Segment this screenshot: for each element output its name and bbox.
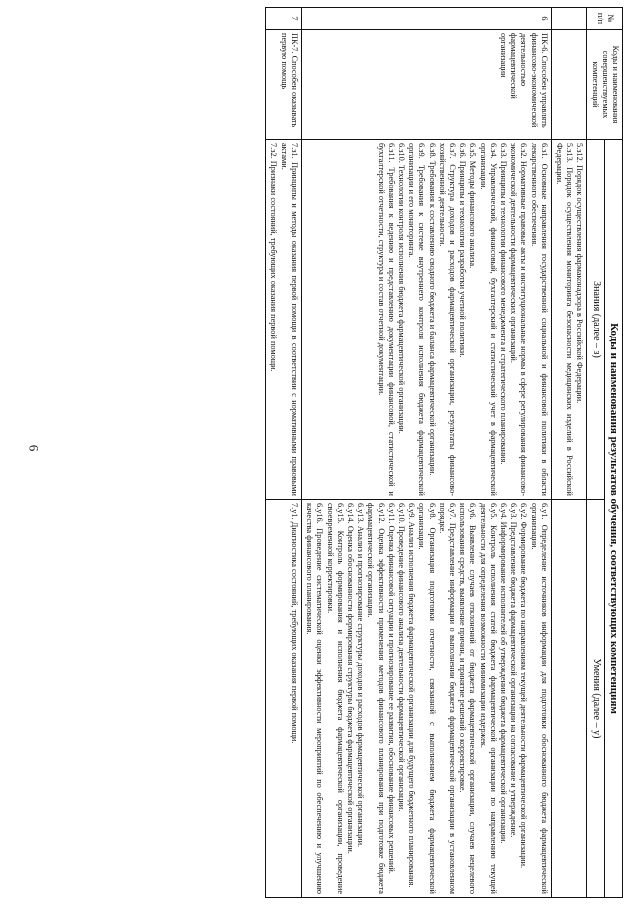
row-number-text: 6 — [539, 16, 549, 21]
page-number: 6 — [26, 444, 42, 452]
knowledge-item: 6.з7. Структура доходов и расходов фармацевтической организации, результаты финансово-хозяйственной деятельности. — [437, 143, 457, 496]
header-row-2 — [587, 8, 605, 898]
skills-cell — [266, 500, 302, 898]
knowledge-cell — [266, 140, 302, 500]
header-knowledge: Знания (далее – з) — [587, 140, 605, 500]
skills-cell — [301, 500, 551, 898]
skill-item: 6.у3. Представление бюджета фармацевтической организации на согласование и утверждение. — [509, 503, 519, 838]
skill-item: 6.у9. Анализ исполнения бюджета фармацевтической организации для будущего бюджетного планирования. — [407, 503, 417, 888]
header-results: Коды и наименования результатов обучения, соответствующих компетенциям — [605, 140, 623, 898]
knowledge-item: 6.з2. Нормативные правовые акты и институциональные нормы в сфере регулирования финансово-экономической деятельности фармацевтических организаций. — [509, 143, 529, 496]
skill-item: 6.у14. Оценка обоснованности формирования структуры бюджета фармацевтической организации. — [345, 503, 355, 854]
skill-item: 6.у8. Организация подготовки отчетности, связанной с выполнением бюджета фармацевтической организации. — [417, 503, 437, 894]
skill-item: 6.у2. Формирование бюджета по направлениям текущей деятельности фармацевтической организации. — [519, 503, 529, 869]
knowledge-item: 6.з11. Требования к ведению и представлению документации финансовой, статистической и бухгалтерской отчетности, структура и состав отчетной документации. — [376, 143, 396, 496]
row-number-text: 7 — [289, 16, 299, 21]
skill-item: 6.у4. Информирование исполнителей об утверждении бюджета фармацевтической организации. — [498, 503, 508, 844]
knowledge-item: 5.з12. Порядок осуществления фармаконадзора в Российской Федерации. — [575, 143, 585, 404]
competency-cell — [301, 30, 551, 140]
table-body — [266, 8, 587, 898]
knowledge-item: 5.з13. Порядок осуществления мониторинга безопасности медицинских изделий в Российской Федерации. — [554, 143, 575, 496]
row-number — [266, 8, 302, 30]
knowledge-item: 6.з5. Методы финансового анализа. — [468, 143, 478, 269]
skill-item: 6.у16. Проведение систематической оценки эффективности мероприятий по обеспечению и улучшению качества финансового планирования. — [305, 503, 325, 894]
competency-table — [265, 7, 623, 898]
rotated-page-content — [63, 7, 623, 897]
row-number — [551, 8, 587, 30]
skill-item: 6.у15. Контроль формирования и исполнения бюджета фармацевтической организации, проведение своевременной корректировки. — [325, 503, 345, 894]
skill-item: 6.у5. Контроль исполнения статей бюджета фармацевтической организации по направлению текущей деятельности для определения возможности минимизации издержек. — [478, 503, 498, 894]
skill-item: 6.у12. Оценка эффективности применения методов финансового планирования при подготовке бюджета фармацевтической организации. — [366, 503, 386, 894]
skill-item: 6.у7. Представление информации о выполнении бюджета фармацевтической организации в установленном порядке. — [437, 503, 457, 894]
knowledge-item: 6.з6. Принципы и технологии разработки учетной политики. — [458, 143, 468, 358]
knowledge-item: 6.з8. Требования к составлению сводного бюджета и баланса фармацевтической организации. — [427, 143, 437, 476]
header-competencies: Коды и наименования совершенствуемых компетенций — [587, 30, 623, 140]
competency-text: ПК-7. Способен оказывать первую помощь — [279, 33, 299, 128]
competency-cell — [551, 30, 587, 140]
skills-cell — [551, 500, 587, 898]
knowledge-item: 6.з4. Управленческий, финансовый, бухгалтерский и статистический учет в фармацевтической организации. — [478, 143, 498, 496]
knowledge-item: 7.з1. Принципы и методы оказания первой помощи в соответствии с нормативными правовыми актами. — [279, 143, 299, 496]
competency-cell — [266, 30, 302, 140]
knowledge-cell — [551, 140, 587, 500]
row-number — [301, 8, 551, 30]
table-row — [266, 8, 302, 898]
table-row — [551, 8, 587, 898]
skill-item: 6.у6. Выявление случаев отклонений от бюджета фармацевтической организации, случаев нецелевого использования средств, выявление причин, и принятие решений о корректировке. — [458, 503, 478, 894]
knowledge-item: 6.з9. Требования к системе внутреннего контроля исполнения бюджета фармацевтической организации и его мониторинга. — [407, 143, 427, 496]
header-num: № п/п — [587, 8, 623, 30]
skill-item: 6.у13. Анализ и прогнозирование структуры доходов и расходов фармацевтической организации. — [356, 503, 366, 848]
skill-item: 6.у1. Определение источников информации для подготовки обоснованного бюджета фармацевтической организации. — [529, 503, 549, 894]
table-row — [301, 8, 551, 898]
header-row-1 — [605, 8, 623, 898]
skill-item: 7.у1. Диагностика состояний, требующих оказания первой помощи. — [289, 503, 299, 744]
skill-item: 6.у10. Проведение финансового анализа деятельности фармацевтической организации. — [396, 503, 406, 812]
header-skills: Умения (далее – у) — [587, 500, 605, 898]
knowledge-item: 6.з10. Технологии контроля исполнения бюджета фармацевтической организации. — [396, 143, 406, 434]
competency-text: ПК-6. Способен управлять финансово-экономической деятельностью фармацевтической организации — [498, 33, 549, 128]
knowledge-item: 6.з3. Принципы и технологии финансового менеджмента и стратегического планирования. — [498, 143, 508, 465]
knowledge-item: 6.з1. Основные направления государственной социальной и финансовой политики в области лекарственного обеспечения. — [529, 143, 549, 496]
knowledge-cell — [301, 140, 551, 500]
knowledge-item: 7.з2. Признаки состояний, требующих оказания первой помощи. — [269, 143, 279, 372]
skill-item: 6.у11. Оценка финансовой ситуации и прогнозирование ее развития, обоснование финансовых решений. — [386, 503, 396, 874]
